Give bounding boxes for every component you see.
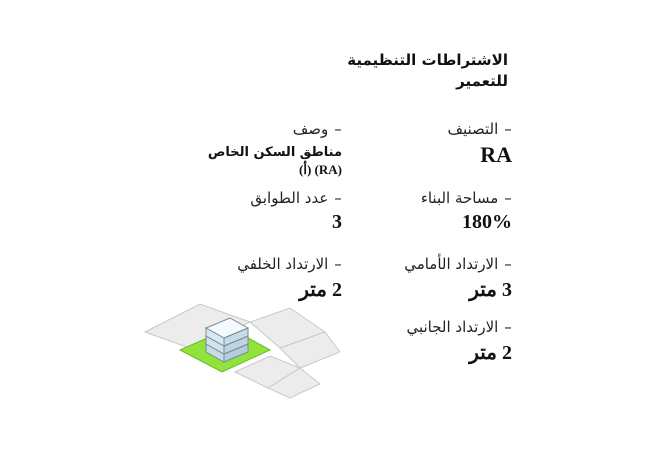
description-field bbox=[142, 120, 342, 178]
classification-field bbox=[352, 120, 512, 168]
building-area-field bbox=[352, 189, 512, 234]
title-line-2: للتعمير bbox=[456, 72, 508, 90]
front-setback-value: 3 متر bbox=[469, 279, 512, 301]
dash-mark: – bbox=[504, 189, 512, 207]
dash-mark: – bbox=[504, 318, 512, 336]
building-area-label: مساحة البناء bbox=[420, 189, 499, 207]
back-setback-value: 2 متر bbox=[299, 279, 342, 301]
side-setback-field bbox=[352, 318, 512, 365]
building-area-value: 180% bbox=[462, 211, 512, 233]
title-line-1: الاشتراطات التنظيمية bbox=[347, 51, 508, 69]
front-setback-label: الارتداد الأمامي bbox=[404, 255, 499, 273]
front-setback-field bbox=[352, 255, 512, 302]
dash-mark: – bbox=[334, 189, 342, 207]
back-setback-label: الارتداد الخلفي bbox=[237, 255, 329, 273]
classification-value: RA bbox=[480, 142, 512, 167]
plot-illustration bbox=[140, 292, 340, 402]
classification-label: التصنيف bbox=[447, 120, 499, 138]
dash-mark: – bbox=[504, 120, 512, 138]
dash-mark: – bbox=[334, 255, 342, 273]
side-setback-label: الارتداد الجانبي bbox=[406, 318, 499, 336]
floors-value: 3 bbox=[332, 211, 342, 233]
page-title bbox=[288, 50, 508, 92]
description-text: مناطق السكن الخاص bbox=[207, 145, 342, 160]
description-label: وصف bbox=[292, 120, 329, 138]
dash-mark: – bbox=[504, 255, 512, 273]
dash-mark: – bbox=[334, 120, 342, 138]
description-sub: (RA) (أ) bbox=[299, 162, 342, 177]
description-value bbox=[142, 144, 342, 178]
floors-label: عدد الطوابق bbox=[250, 189, 329, 207]
side-setback-value: 2 متر bbox=[469, 342, 512, 364]
floors-field bbox=[142, 189, 342, 234]
